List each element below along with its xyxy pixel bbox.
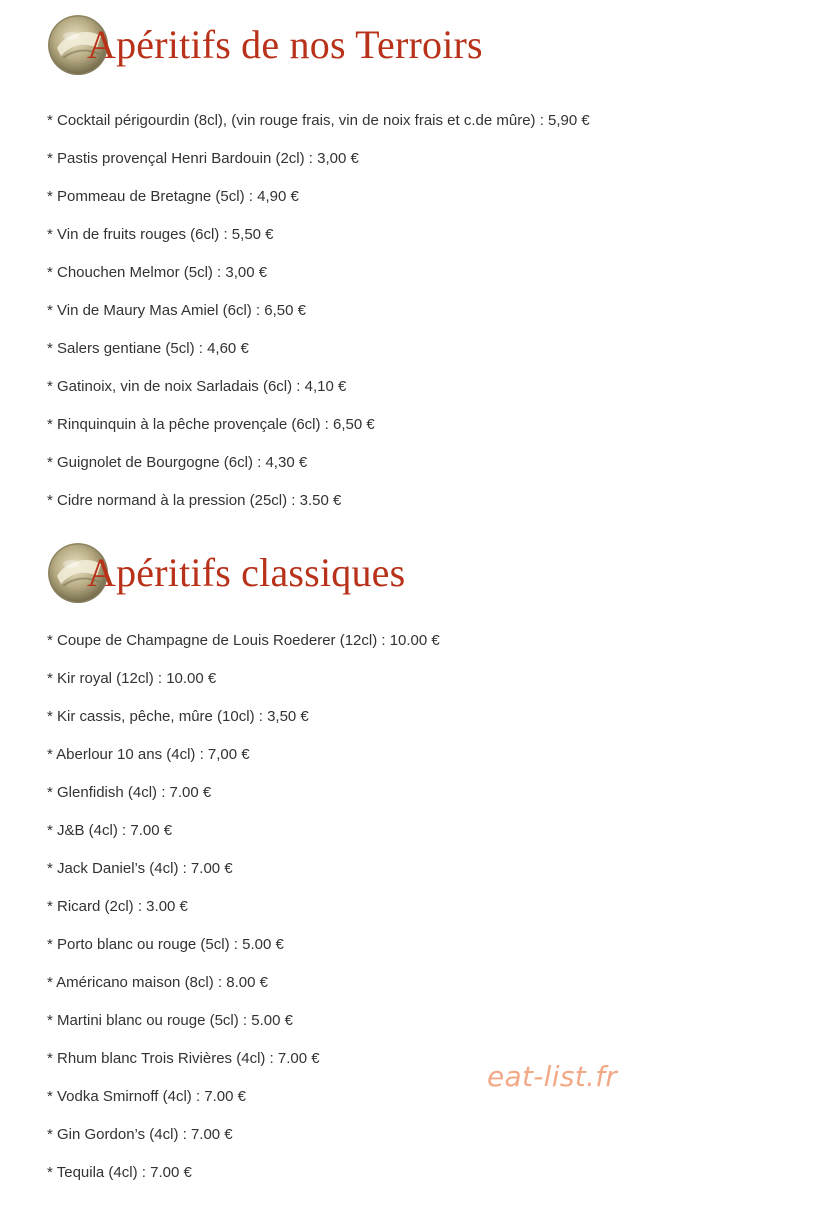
menu-item: * Américano maison (8cl) : 8.00 €	[47, 974, 268, 991]
section-terroirs	[47, 12, 807, 520]
section-classiques	[47, 540, 807, 1192]
section-title: Apéritifs classiques	[87, 550, 406, 595]
menu-item: * Guignolet de Bourgogne (6cl) : 4,30 €	[47, 454, 308, 471]
menu-item: * Cidre normand à la pression (25cl) : 3.50 €	[47, 492, 342, 509]
menu-item: * Coupe de Champagne de Louis Roederer (12cl) : 10.00 €	[47, 632, 440, 649]
menu-item: * Rhum blanc Trois Rivières (4cl) : 7.00 €	[47, 1050, 320, 1067]
menu-item: * Vin de Maury Mas Amiel (6cl) : 6,50 €	[47, 302, 306, 319]
menu-item: * J&B (4cl) : 7.00 €	[47, 822, 173, 839]
menu-item: * Rinquinquin à la pêche provençale (6cl) : 6,50 €	[47, 416, 375, 433]
menu-item: * Cocktail périgourdin (8cl), (vin rouge frais, vin de noix frais et c.de mûre) : 5,90 €	[47, 112, 590, 129]
section-header	[47, 540, 807, 608]
menu-item: * Kir cassis, pêche, mûre (10cl) : 3,50 €	[47, 708, 309, 725]
menu-item-list	[47, 102, 807, 520]
menu-item: * Porto blanc ou rouge (5cl) : 5.00 €	[47, 936, 284, 953]
menu-item: * Tequila (4cl) : 7.00 €	[47, 1164, 192, 1181]
menu-item: * Jack Daniel’s (4cl) : 7.00 €	[47, 860, 233, 877]
section-header	[47, 12, 807, 80]
menu-item: * Vin de fruits rouges (6cl) : 5,50 €	[47, 226, 274, 243]
menu-item: * Salers gentiane (5cl) : 4,60 €	[47, 340, 249, 357]
menu-item: * Vodka Smirnoff (4cl) : 7.00 €	[47, 1088, 246, 1105]
menu-item: * Gatinoix, vin de noix Sarladais (6cl) : 4,10 €	[47, 378, 347, 395]
menu-item: * Martini blanc ou rouge (5cl) : 5.00 €	[47, 1012, 293, 1029]
menu-item: * Aberlour 10 ans (4cl) : 7,00 €	[47, 746, 250, 763]
menu-item: * Pommeau de Bretagne (5cl) : 4,90 €	[47, 188, 299, 205]
menu-item: * Ricard (2cl) : 3.00 €	[47, 898, 188, 915]
menu-item: * Pastis provençal Henri Bardouin (2cl) : 3,00 €	[47, 150, 359, 167]
section-title: Apéritifs de nos Terroirs	[87, 22, 483, 67]
menu-item: * Gin Gordon’s (4cl) : 7.00 €	[47, 1126, 233, 1143]
menu-item-list	[47, 622, 807, 1192]
watermark-text: eat-list.fr	[487, 1060, 618, 1093]
menu-item: * Chouchen Melmor (5cl) : 3,00 €	[47, 264, 268, 281]
menu-item: * Glenfidish (4cl) : 7.00 €	[47, 784, 212, 801]
menu-item: * Kir royal (12cl) : 10.00 €	[47, 670, 217, 687]
